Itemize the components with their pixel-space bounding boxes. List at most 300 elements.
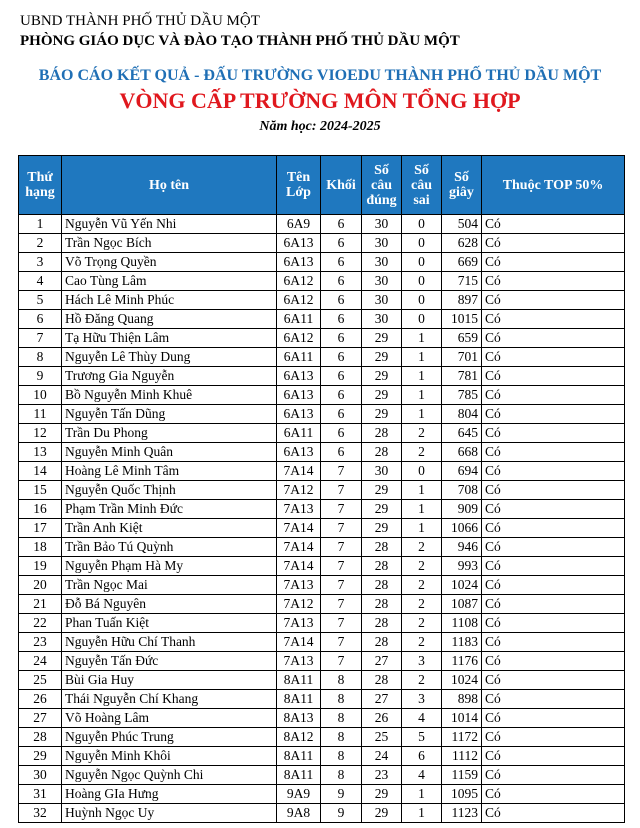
cell-correct: 30 — [362, 291, 402, 310]
cell-rank: 9 — [19, 367, 62, 386]
cell-grade: 8 — [321, 709, 362, 728]
cell-wrong: 0 — [402, 234, 442, 253]
cell-seconds: 897 — [442, 291, 482, 310]
results-table — [18, 155, 625, 823]
cell-wrong: 0 — [402, 215, 442, 234]
cell-correct: 26 — [362, 709, 402, 728]
cell-top: Có — [482, 462, 625, 481]
cell-correct: 28 — [362, 557, 402, 576]
cell-top: Có — [482, 272, 625, 291]
cell-seconds: 993 — [442, 557, 482, 576]
cell-grade: 6 — [321, 424, 362, 443]
cell-name: Hoàng Lê Minh Tâm — [62, 462, 277, 481]
cell-correct: 29 — [362, 785, 402, 804]
cell-seconds: 669 — [442, 253, 482, 272]
cell-correct: 28 — [362, 614, 402, 633]
col-header-grade: Khối — [321, 156, 362, 215]
cell-rank: 5 — [19, 291, 62, 310]
cell-top: Có — [482, 348, 625, 367]
cell-class: 8A12 — [277, 728, 321, 747]
cell-rank: 21 — [19, 595, 62, 614]
cell-name: Phạm Trần Minh Đức — [62, 500, 277, 519]
cell-name: Nguyễn Hữu Chí Thanh — [62, 633, 277, 652]
cell-grade: 7 — [321, 538, 362, 557]
cell-rank: 1 — [19, 215, 62, 234]
cell-wrong: 2 — [402, 557, 442, 576]
table-row — [19, 671, 625, 690]
cell-class: 6A11 — [277, 348, 321, 367]
cell-grade: 7 — [321, 462, 362, 481]
cell-grade: 7 — [321, 557, 362, 576]
cell-rank: 22 — [19, 614, 62, 633]
cell-class: 6A12 — [277, 291, 321, 310]
cell-seconds: 1024 — [442, 576, 482, 595]
cell-grade: 7 — [321, 614, 362, 633]
cell-wrong: 4 — [402, 766, 442, 785]
cell-class: 6A12 — [277, 272, 321, 291]
cell-grade: 6 — [321, 348, 362, 367]
cell-grade: 7 — [321, 595, 362, 614]
table-header-row — [19, 156, 625, 215]
cell-grade: 8 — [321, 728, 362, 747]
cell-rank: 20 — [19, 576, 62, 595]
cell-wrong: 2 — [402, 424, 442, 443]
cell-class: 6A13 — [277, 386, 321, 405]
cell-class: 8A13 — [277, 709, 321, 728]
cell-seconds: 659 — [442, 329, 482, 348]
cell-wrong: 1 — [402, 519, 442, 538]
table-row — [19, 215, 625, 234]
cell-rank: 25 — [19, 671, 62, 690]
cell-wrong: 0 — [402, 310, 442, 329]
cell-top: Có — [482, 386, 625, 405]
cell-correct: 29 — [362, 519, 402, 538]
cell-top: Có — [482, 652, 625, 671]
cell-class: 6A9 — [277, 215, 321, 234]
cell-class: 9A9 — [277, 785, 321, 804]
cell-top: Có — [482, 804, 625, 823]
col-header-name: Họ tên — [62, 156, 277, 215]
table-row — [19, 424, 625, 443]
cell-class: 8A11 — [277, 747, 321, 766]
cell-seconds: 715 — [442, 272, 482, 291]
cell-top: Có — [482, 329, 625, 348]
table-row — [19, 538, 625, 557]
cell-wrong: 0 — [402, 291, 442, 310]
cell-name: Cao Tùng Lâm — [62, 272, 277, 291]
cell-correct: 28 — [362, 633, 402, 652]
cell-top: Có — [482, 538, 625, 557]
cell-grade: 8 — [321, 747, 362, 766]
cell-rank: 26 — [19, 690, 62, 709]
cell-top: Có — [482, 557, 625, 576]
cell-correct: 28 — [362, 576, 402, 595]
col-header-class: Tên Lớp — [277, 156, 321, 215]
cell-seconds: 1024 — [442, 671, 482, 690]
table-row — [19, 462, 625, 481]
cell-correct: 29 — [362, 329, 402, 348]
cell-correct: 28 — [362, 538, 402, 557]
cell-top: Có — [482, 215, 625, 234]
cell-wrong: 0 — [402, 253, 442, 272]
cell-class: 7A14 — [277, 633, 321, 652]
cell-grade: 6 — [321, 405, 362, 424]
cell-class: 6A11 — [277, 424, 321, 443]
cell-name: Trần Anh Kiệt — [62, 519, 277, 538]
cell-name: Nguyễn Minh Khôi — [62, 747, 277, 766]
cell-rank: 19 — [19, 557, 62, 576]
cell-class: 8A11 — [277, 671, 321, 690]
cell-wrong: 3 — [402, 690, 442, 709]
cell-wrong: 2 — [402, 633, 442, 652]
cell-seconds: 1095 — [442, 785, 482, 804]
cell-grade: 6 — [321, 215, 362, 234]
cell-seconds: 708 — [442, 481, 482, 500]
cell-name: Hách Lê Minh Phúc — [62, 291, 277, 310]
school-year: Năm học: 2024-2025 — [259, 119, 381, 134]
results-table-body — [19, 215, 625, 823]
cell-seconds: 504 — [442, 215, 482, 234]
cell-class: 7A13 — [277, 576, 321, 595]
cell-seconds: 1015 — [442, 310, 482, 329]
cell-rank: 14 — [19, 462, 62, 481]
cell-name: Nguyễn Ngọc Quỳnh Chi — [62, 766, 277, 785]
cell-seconds: 1014 — [442, 709, 482, 728]
cell-top: Có — [482, 709, 625, 728]
cell-wrong: 3 — [402, 652, 442, 671]
cell-seconds: 668 — [442, 443, 482, 462]
cell-correct: 29 — [362, 804, 402, 823]
cell-grade: 7 — [321, 652, 362, 671]
cell-class: 7A13 — [277, 652, 321, 671]
cell-top: Có — [482, 671, 625, 690]
cell-name: Nguyễn Lê Thùy Dung — [62, 348, 277, 367]
cell-correct: 28 — [362, 443, 402, 462]
cell-name: Nguyễn Vũ Yến Nhi — [62, 215, 277, 234]
cell-rank: 17 — [19, 519, 62, 538]
cell-class: 6A13 — [277, 253, 321, 272]
round-title: VÒNG CẤP TRƯỜNG MÔN TỔNG HỢP — [119, 88, 521, 113]
cell-rank: 24 — [19, 652, 62, 671]
cell-top: Có — [482, 481, 625, 500]
cell-name: Đỗ Bá Nguyên — [62, 595, 277, 614]
cell-top: Có — [482, 253, 625, 272]
cell-top: Có — [482, 633, 625, 652]
cell-wrong: 1 — [402, 785, 442, 804]
cell-grade: 6 — [321, 291, 362, 310]
cell-correct: 30 — [362, 234, 402, 253]
cell-top: Có — [482, 690, 625, 709]
table-row — [19, 234, 625, 253]
table-row — [19, 728, 625, 747]
org-line-2: PHÒNG GIÁO DỤC VÀ ĐÀO TẠO THÀNH PHỐ THỦ DẦU MỘT — [20, 33, 460, 49]
cell-name: Hồ Đăng Quang — [62, 310, 277, 329]
cell-rank: 16 — [19, 500, 62, 519]
cell-grade: 6 — [321, 443, 362, 462]
table-row — [19, 443, 625, 462]
cell-top: Có — [482, 595, 625, 614]
table-row — [19, 633, 625, 652]
cell-correct: 29 — [362, 500, 402, 519]
cell-grade: 9 — [321, 804, 362, 823]
cell-wrong: 1 — [402, 367, 442, 386]
cell-top: Có — [482, 424, 625, 443]
cell-class: 6A13 — [277, 405, 321, 424]
cell-grade: 6 — [321, 253, 362, 272]
cell-wrong: 2 — [402, 614, 442, 633]
cell-name: Võ Hoàng Lâm — [62, 709, 277, 728]
cell-name: Võ Trọng Quyền — [62, 253, 277, 272]
cell-correct: 25 — [362, 728, 402, 747]
cell-top: Có — [482, 519, 625, 538]
cell-top: Có — [482, 766, 625, 785]
cell-class: 8A11 — [277, 766, 321, 785]
cell-seconds: 1066 — [442, 519, 482, 538]
table-row — [19, 348, 625, 367]
cell-name: Nguyễn Phúc Trung — [62, 728, 277, 747]
cell-grade: 6 — [321, 310, 362, 329]
cell-correct: 29 — [362, 348, 402, 367]
cell-seconds: 701 — [442, 348, 482, 367]
col-header-correct: Số câu đúng — [362, 156, 402, 215]
cell-top: Có — [482, 614, 625, 633]
cell-class: 7A14 — [277, 519, 321, 538]
col-header-rank: Thứ hạng — [19, 156, 62, 215]
cell-seconds: 781 — [442, 367, 482, 386]
table-row — [19, 785, 625, 804]
cell-name: Nguyễn Phạm Hà My — [62, 557, 277, 576]
report-title: BÁO CÁO KẾT QUẢ - ĐẤU TRƯỜNG VIOEDU THÀNH PHỐ THỦ DẦU MỘT — [38, 67, 602, 84]
cell-rank: 29 — [19, 747, 62, 766]
cell-correct: 29 — [362, 386, 402, 405]
cell-top: Có — [482, 576, 625, 595]
cell-rank: 4 — [19, 272, 62, 291]
table-row — [19, 766, 625, 785]
cell-seconds: 1183 — [442, 633, 482, 652]
cell-class: 9A8 — [277, 804, 321, 823]
cell-class: 6A11 — [277, 310, 321, 329]
cell-wrong: 5 — [402, 728, 442, 747]
cell-name: Bùi Gia Huy — [62, 671, 277, 690]
cell-rank: 27 — [19, 709, 62, 728]
cell-class: 6A13 — [277, 367, 321, 386]
cell-correct: 30 — [362, 215, 402, 234]
table-row — [19, 747, 625, 766]
cell-correct: 27 — [362, 690, 402, 709]
cell-correct: 27 — [362, 652, 402, 671]
cell-name: Phan Tuấn Kiệt — [62, 614, 277, 633]
cell-top: Có — [482, 405, 625, 424]
cell-name: Nguyễn Tấn Đức — [62, 652, 277, 671]
table-row — [19, 709, 625, 728]
cell-class: 6A13 — [277, 234, 321, 253]
cell-grade: 7 — [321, 519, 362, 538]
cell-rank: 31 — [19, 785, 62, 804]
cell-wrong: 2 — [402, 595, 442, 614]
cell-name: Trần Du Phong — [62, 424, 277, 443]
cell-wrong: 4 — [402, 709, 442, 728]
cell-correct: 29 — [362, 481, 402, 500]
cell-rank: 10 — [19, 386, 62, 405]
cell-name: Huỳnh Ngọc Uy — [62, 804, 277, 823]
cell-class: 7A14 — [277, 557, 321, 576]
cell-seconds: 1112 — [442, 747, 482, 766]
cell-name: Trần Bảo Tú Quỳnh — [62, 538, 277, 557]
cell-grade: 9 — [321, 785, 362, 804]
cell-seconds: 898 — [442, 690, 482, 709]
cell-wrong: 1 — [402, 405, 442, 424]
cell-seconds: 1176 — [442, 652, 482, 671]
cell-top: Có — [482, 500, 625, 519]
cell-correct: 30 — [362, 253, 402, 272]
cell-top: Có — [482, 443, 625, 462]
cell-wrong: 1 — [402, 481, 442, 500]
table-row — [19, 652, 625, 671]
cell-top: Có — [482, 367, 625, 386]
table-row — [19, 576, 625, 595]
cell-seconds: 1172 — [442, 728, 482, 747]
cell-rank: 8 — [19, 348, 62, 367]
table-row — [19, 405, 625, 424]
cell-wrong: 1 — [402, 804, 442, 823]
cell-wrong: 2 — [402, 443, 442, 462]
cell-class: 6A12 — [277, 329, 321, 348]
col-header-top: Thuộc TOP 50% — [482, 156, 625, 215]
cell-seconds: 785 — [442, 386, 482, 405]
cell-wrong: 0 — [402, 462, 442, 481]
cell-class: 7A13 — [277, 614, 321, 633]
cell-name: Bồ Nguyễn Minh Khuê — [62, 386, 277, 405]
cell-rank: 28 — [19, 728, 62, 747]
cell-rank: 15 — [19, 481, 62, 500]
cell-grade: 7 — [321, 481, 362, 500]
cell-name: Nguyễn Quốc Thịnh — [62, 481, 277, 500]
cell-class: 6A13 — [277, 443, 321, 462]
cell-seconds: 1108 — [442, 614, 482, 633]
cell-seconds: 1159 — [442, 766, 482, 785]
cell-rank: 2 — [19, 234, 62, 253]
cell-correct: 29 — [362, 367, 402, 386]
cell-wrong: 1 — [402, 500, 442, 519]
table-row — [19, 386, 625, 405]
cell-rank: 13 — [19, 443, 62, 462]
cell-rank: 30 — [19, 766, 62, 785]
cell-grade: 6 — [321, 272, 362, 291]
cell-correct: 29 — [362, 405, 402, 424]
cell-wrong: 2 — [402, 671, 442, 690]
cell-grade: 7 — [321, 500, 362, 519]
table-row — [19, 367, 625, 386]
cell-seconds: 946 — [442, 538, 482, 557]
cell-correct: 30 — [362, 310, 402, 329]
cell-wrong: 2 — [402, 538, 442, 557]
table-row — [19, 291, 625, 310]
cell-grade: 7 — [321, 576, 362, 595]
table-row — [19, 690, 625, 709]
cell-rank: 3 — [19, 253, 62, 272]
cell-name: Trần Ngọc Bích — [62, 234, 277, 253]
cell-class: 8A11 — [277, 690, 321, 709]
cell-grade: 8 — [321, 690, 362, 709]
org-line-1: UBND THÀNH PHỐ THỦ DẦU MỘT — [20, 13, 260, 29]
cell-top: Có — [482, 310, 625, 329]
cell-rank: 32 — [19, 804, 62, 823]
cell-grade: 6 — [321, 234, 362, 253]
cell-seconds: 804 — [442, 405, 482, 424]
cell-correct: 28 — [362, 424, 402, 443]
cell-correct: 28 — [362, 595, 402, 614]
cell-top: Có — [482, 234, 625, 253]
table-row — [19, 310, 625, 329]
cell-wrong: 1 — [402, 329, 442, 348]
table-row — [19, 595, 625, 614]
cell-class: 7A13 — [277, 500, 321, 519]
cell-rank: 7 — [19, 329, 62, 348]
cell-class: 7A14 — [277, 462, 321, 481]
cell-grade: 8 — [321, 671, 362, 690]
cell-seconds: 628 — [442, 234, 482, 253]
table-row — [19, 481, 625, 500]
cell-class: 7A12 — [277, 595, 321, 614]
table-row — [19, 253, 625, 272]
col-header-seconds: Số giây — [442, 156, 482, 215]
cell-name: Trần Ngọc Mai — [62, 576, 277, 595]
cell-top: Có — [482, 728, 625, 747]
cell-correct: 24 — [362, 747, 402, 766]
cell-wrong: 2 — [402, 576, 442, 595]
cell-grade: 7 — [321, 633, 362, 652]
table-row — [19, 272, 625, 291]
cell-top: Có — [482, 747, 625, 766]
cell-wrong: 1 — [402, 348, 442, 367]
cell-correct: 28 — [362, 671, 402, 690]
table-row — [19, 329, 625, 348]
cell-rank: 18 — [19, 538, 62, 557]
cell-name: Nguyễn Minh Quân — [62, 443, 277, 462]
cell-seconds: 645 — [442, 424, 482, 443]
table-row — [19, 614, 625, 633]
cell-wrong: 6 — [402, 747, 442, 766]
cell-name: Tạ Hữu Thiện Lâm — [62, 329, 277, 348]
cell-grade: 8 — [321, 766, 362, 785]
cell-wrong: 1 — [402, 386, 442, 405]
cell-grade: 6 — [321, 386, 362, 405]
cell-top: Có — [482, 291, 625, 310]
col-header-wrong: Số câu sai — [402, 156, 442, 215]
cell-correct: 30 — [362, 462, 402, 481]
cell-seconds: 909 — [442, 500, 482, 519]
table-row — [19, 804, 625, 823]
cell-grade: 6 — [321, 367, 362, 386]
cell-name: Nguyễn Tấn Dũng — [62, 405, 277, 424]
cell-seconds: 1123 — [442, 804, 482, 823]
table-row — [19, 557, 625, 576]
cell-top: Có — [482, 785, 625, 804]
table-row — [19, 500, 625, 519]
cell-rank: 12 — [19, 424, 62, 443]
table-row — [19, 519, 625, 538]
cell-rank: 23 — [19, 633, 62, 652]
cell-rank: 11 — [19, 405, 62, 424]
cell-name: Trương Gia Nguyễn — [62, 367, 277, 386]
cell-class: 7A12 — [277, 481, 321, 500]
cell-name: Thái Nguyễn Chí Khang — [62, 690, 277, 709]
cell-class: 7A14 — [277, 538, 321, 557]
cell-seconds: 694 — [442, 462, 482, 481]
cell-name: Hoàng GIa Hưng — [62, 785, 277, 804]
cell-wrong: 0 — [402, 272, 442, 291]
cell-correct: 30 — [362, 272, 402, 291]
